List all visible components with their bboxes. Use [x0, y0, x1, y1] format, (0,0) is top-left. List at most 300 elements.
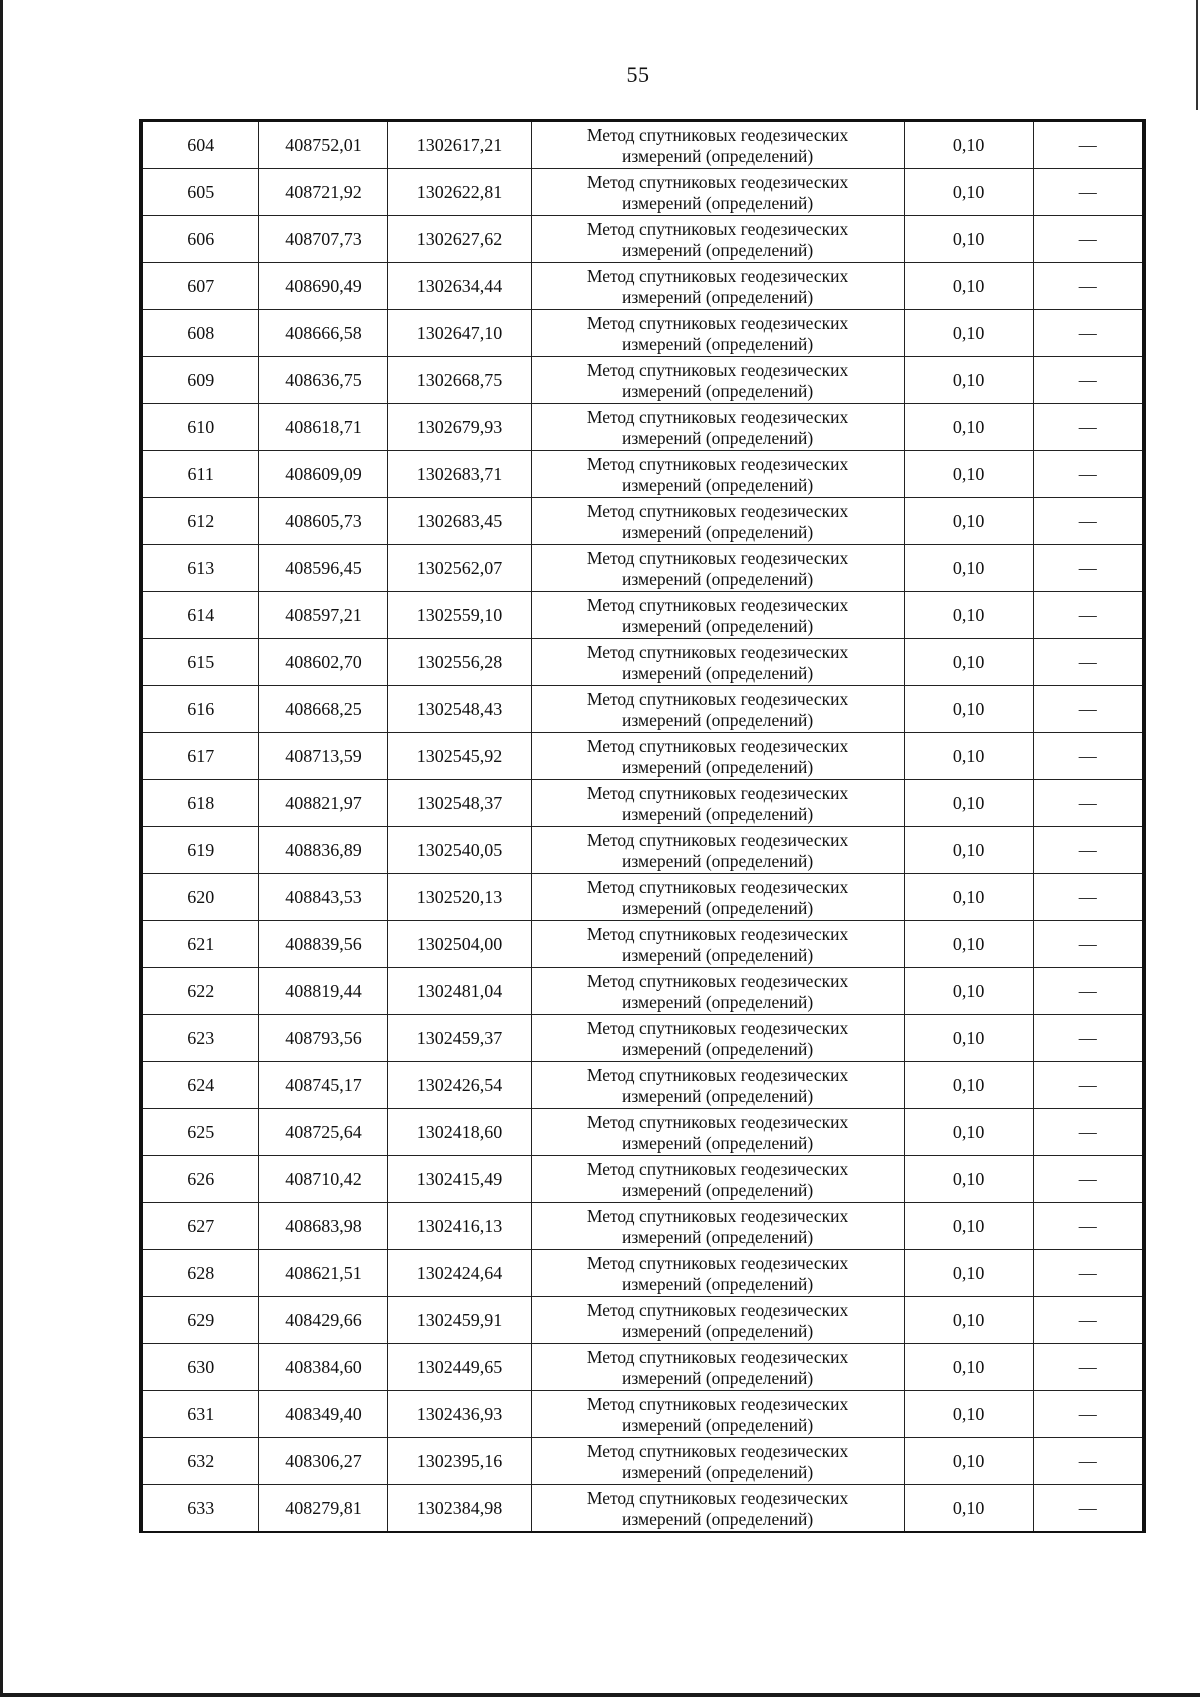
- method-cell: [531, 639, 904, 686]
- x-coordinate-cell: 408793,56: [259, 1015, 388, 1062]
- y-coordinate-cell: 1302647,10: [388, 310, 531, 357]
- y-coordinate-cell: 1302540,05: [388, 827, 531, 874]
- y-coordinate-cell: 1302622,81: [388, 169, 531, 216]
- accuracy-cell: 0,10: [904, 357, 1033, 404]
- y-coordinate-cell: 1302634,44: [388, 263, 531, 310]
- method-line-2: измерений (определений): [621, 145, 814, 166]
- note-cell: [1033, 545, 1142, 592]
- method-line-2: измерений (определений): [621, 662, 814, 683]
- method-line-1: Метод спутниковых геодезических: [586, 782, 849, 803]
- method-line-2: измерений (определений): [621, 1132, 814, 1153]
- x-coordinate-cell: 408597,21: [259, 592, 388, 639]
- method-cell: [531, 263, 904, 310]
- point-number-cell: 629: [143, 1297, 259, 1344]
- method-line-2: измерений (определений): [621, 1226, 814, 1247]
- dash-mark: —: [1078, 699, 1097, 719]
- table-row: [143, 1391, 1142, 1438]
- table-row: [143, 357, 1142, 404]
- method-line-1: Метод спутниковых геодезических: [586, 218, 849, 239]
- method-cell: [531, 357, 904, 404]
- point-number-cell: 628: [143, 1250, 259, 1297]
- accuracy-cell: 0,10: [904, 1015, 1033, 1062]
- point-number-cell: 616: [143, 686, 259, 733]
- y-coordinate-cell: 1302504,00: [388, 921, 531, 968]
- accuracy-cell: 0,10: [904, 686, 1033, 733]
- method-cell: [531, 921, 904, 968]
- note-cell: [1033, 1156, 1142, 1203]
- note-cell: [1033, 874, 1142, 921]
- point-number-cell: 620: [143, 874, 259, 921]
- dash-mark: —: [1078, 1263, 1097, 1283]
- method-line-2: измерений (определений): [621, 568, 814, 589]
- method-line-1: Метод спутниковых геодезических: [586, 735, 849, 756]
- x-coordinate-cell: 408279,81: [259, 1485, 388, 1532]
- dash-mark: —: [1078, 605, 1097, 625]
- dash-mark: —: [1078, 793, 1097, 813]
- x-coordinate-cell: 408666,58: [259, 310, 388, 357]
- x-coordinate-cell: 408683,98: [259, 1203, 388, 1250]
- method-cell: [531, 451, 904, 498]
- point-number-cell: 612: [143, 498, 259, 545]
- note-cell: [1033, 498, 1142, 545]
- table-row: [143, 733, 1142, 780]
- table-row: [143, 545, 1142, 592]
- method-line-2: измерений (определений): [621, 1320, 814, 1341]
- method-line-1: Метод спутниковых геодезических: [586, 312, 849, 333]
- method-line-2: измерений (определений): [621, 380, 814, 401]
- note-cell: [1033, 639, 1142, 686]
- method-cell: [531, 1109, 904, 1156]
- note-cell: [1033, 451, 1142, 498]
- y-coordinate-cell: 1302556,28: [388, 639, 531, 686]
- y-coordinate-cell: 1302384,98: [388, 1485, 531, 1532]
- method-line-2: измерений (определений): [621, 991, 814, 1012]
- method-cell: [531, 1438, 904, 1485]
- point-number-cell: 608: [143, 310, 259, 357]
- method-cell: [531, 780, 904, 827]
- y-coordinate-cell: 1302416,13: [388, 1203, 531, 1250]
- note-cell: [1033, 686, 1142, 733]
- point-number-cell: 624: [143, 1062, 259, 1109]
- table-row: [143, 451, 1142, 498]
- accuracy-cell: 0,10: [904, 639, 1033, 686]
- x-coordinate-cell: 408306,27: [259, 1438, 388, 1485]
- point-number-cell: 622: [143, 968, 259, 1015]
- method-cell: [531, 1297, 904, 1344]
- x-coordinate-cell: 408819,44: [259, 968, 388, 1015]
- x-coordinate-cell: 408668,25: [259, 686, 388, 733]
- table-row: [143, 169, 1142, 216]
- note-cell: [1033, 1015, 1142, 1062]
- x-coordinate-cell: 408821,97: [259, 780, 388, 827]
- y-coordinate-cell: 1302426,54: [388, 1062, 531, 1109]
- method-cell: [531, 686, 904, 733]
- table-row: [143, 1250, 1142, 1297]
- x-coordinate-cell: 408349,40: [259, 1391, 388, 1438]
- method-line-1: Метод спутниковых геодезических: [586, 500, 849, 521]
- dash-mark: —: [1078, 1216, 1097, 1236]
- y-coordinate-cell: 1302424,64: [388, 1250, 531, 1297]
- method-cell: [531, 310, 904, 357]
- note-cell: [1033, 1203, 1142, 1250]
- accuracy-cell: 0,10: [904, 874, 1033, 921]
- table-row: [143, 1297, 1142, 1344]
- x-coordinate-cell: 408725,64: [259, 1109, 388, 1156]
- method-line-2: измерений (определений): [621, 333, 814, 354]
- dash-mark: —: [1078, 1169, 1097, 1189]
- point-number-cell: 630: [143, 1344, 259, 1391]
- note-cell: [1033, 733, 1142, 780]
- x-coordinate-cell: 408752,01: [259, 122, 388, 169]
- x-coordinate-cell: 408690,49: [259, 263, 388, 310]
- table-row: [143, 1344, 1142, 1391]
- note-cell: [1033, 1062, 1142, 1109]
- method-line-1: Метод спутниковых геодезических: [586, 1440, 849, 1461]
- note-cell: [1033, 263, 1142, 310]
- dash-mark: —: [1078, 1404, 1097, 1424]
- method-line-1: Метод спутниковых геодезических: [586, 641, 849, 662]
- method-line-2: измерений (определений): [621, 1038, 814, 1059]
- accuracy-cell: 0,10: [904, 1203, 1033, 1250]
- method-line-1: Метод спутниковых геодезических: [586, 1111, 849, 1132]
- table-row: [143, 216, 1142, 263]
- table-row: [143, 404, 1142, 451]
- dash-mark: —: [1078, 746, 1097, 766]
- note-cell: [1033, 1485, 1142, 1532]
- accuracy-cell: 0,10: [904, 733, 1033, 780]
- method-line-2: измерений (определений): [621, 1461, 814, 1482]
- y-coordinate-cell: 1302683,71: [388, 451, 531, 498]
- point-number-cell: 621: [143, 921, 259, 968]
- method-line-1: Метод спутниковых геодезических: [586, 547, 849, 568]
- x-coordinate-cell: 408429,66: [259, 1297, 388, 1344]
- point-number-cell: 618: [143, 780, 259, 827]
- accuracy-cell: 0,10: [904, 1485, 1033, 1532]
- note-cell: [1033, 1250, 1142, 1297]
- table-row: [143, 1015, 1142, 1062]
- dash-mark: —: [1078, 1310, 1097, 1330]
- y-coordinate-cell: 1302418,60: [388, 1109, 531, 1156]
- note-cell: [1033, 968, 1142, 1015]
- accuracy-cell: 0,10: [904, 827, 1033, 874]
- x-coordinate-cell: 408636,75: [259, 357, 388, 404]
- method-line-1: Метод спутниковых геодезических: [586, 688, 849, 709]
- table-row: [143, 921, 1142, 968]
- method-cell: [531, 1485, 904, 1532]
- table-row: [143, 263, 1142, 310]
- method-line-2: измерений (определений): [621, 850, 814, 871]
- accuracy-cell: 0,10: [904, 1062, 1033, 1109]
- y-coordinate-cell: 1302548,43: [388, 686, 531, 733]
- dash-mark: —: [1078, 511, 1097, 531]
- point-number-cell: 610: [143, 404, 259, 451]
- method-line-1: Метод спутниковых геодезических: [586, 359, 849, 380]
- method-line-1: Метод спутниковых геодезических: [586, 171, 849, 192]
- method-line-1: Метод спутниковых геодезических: [586, 453, 849, 474]
- dash-mark: —: [1078, 276, 1097, 296]
- method-line-1: Метод спутниковых геодезических: [586, 1064, 849, 1085]
- accuracy-cell: 0,10: [904, 592, 1033, 639]
- method-cell: [531, 404, 904, 451]
- note-cell: [1033, 404, 1142, 451]
- table-row: [143, 1156, 1142, 1203]
- method-cell: [531, 498, 904, 545]
- x-coordinate-cell: 408609,09: [259, 451, 388, 498]
- accuracy-cell: 0,10: [904, 921, 1033, 968]
- method-line-2: измерений (определений): [621, 1367, 814, 1388]
- method-line-1: Метод спутниковых геодезических: [586, 1299, 849, 1320]
- note-cell: [1033, 1438, 1142, 1485]
- table-row: [143, 874, 1142, 921]
- accuracy-cell: 0,10: [904, 968, 1033, 1015]
- dash-mark: —: [1078, 558, 1097, 578]
- method-line-1: Метод спутниковых геодезических: [586, 594, 849, 615]
- method-cell: [531, 1015, 904, 1062]
- method-line-1: Метод спутниковых геодезических: [586, 1017, 849, 1038]
- method-cell: [531, 1344, 904, 1391]
- table-row: [143, 780, 1142, 827]
- x-coordinate-cell: 408621,51: [259, 1250, 388, 1297]
- dash-mark: —: [1078, 135, 1097, 155]
- method-cell: [531, 122, 904, 169]
- table-row: [143, 498, 1142, 545]
- method-line-1: Метод спутниковых геодезических: [586, 829, 849, 850]
- method-cell: [531, 592, 904, 639]
- accuracy-cell: 0,10: [904, 169, 1033, 216]
- table-row: [143, 1109, 1142, 1156]
- table-row: [143, 639, 1142, 686]
- point-number-cell: 623: [143, 1015, 259, 1062]
- method-cell: [531, 1062, 904, 1109]
- dash-mark: —: [1078, 417, 1097, 437]
- accuracy-cell: 0,10: [904, 310, 1033, 357]
- table-row: [143, 1062, 1142, 1109]
- method-line-1: Метод спутниковых геодезических: [586, 1252, 849, 1273]
- dash-mark: —: [1078, 1498, 1097, 1518]
- method-line-2: измерений (определений): [621, 1085, 814, 1106]
- note-cell: [1033, 169, 1142, 216]
- y-coordinate-cell: 1302679,93: [388, 404, 531, 451]
- point-number-cell: 632: [143, 1438, 259, 1485]
- note-cell: [1033, 1344, 1142, 1391]
- method-line-2: измерений (определений): [621, 897, 814, 918]
- note-cell: [1033, 357, 1142, 404]
- y-coordinate-cell: 1302459,91: [388, 1297, 531, 1344]
- method-cell: [531, 1203, 904, 1250]
- y-coordinate-cell: 1302559,10: [388, 592, 531, 639]
- method-line-2: измерений (определений): [621, 1273, 814, 1294]
- point-number-cell: 613: [143, 545, 259, 592]
- x-coordinate-cell: 408596,45: [259, 545, 388, 592]
- method-line-2: измерений (определений): [621, 803, 814, 824]
- point-number-cell: 617: [143, 733, 259, 780]
- method-line-1: Метод спутниковых геодезических: [586, 923, 849, 944]
- note-cell: [1033, 1391, 1142, 1438]
- y-coordinate-cell: 1302520,13: [388, 874, 531, 921]
- accuracy-cell: 0,10: [904, 1156, 1033, 1203]
- accuracy-cell: 0,10: [904, 1391, 1033, 1438]
- scan-border-left: [0, 0, 3, 1697]
- note-cell: [1033, 310, 1142, 357]
- x-coordinate-cell: 408843,53: [259, 874, 388, 921]
- coordinates-table: [139, 119, 1146, 1533]
- point-number-cell: 605: [143, 169, 259, 216]
- table-row: [143, 1485, 1142, 1532]
- dash-mark: —: [1078, 370, 1097, 390]
- accuracy-cell: 0,10: [904, 451, 1033, 498]
- dash-mark: —: [1078, 323, 1097, 343]
- method-line-2: измерений (определений): [621, 944, 814, 965]
- point-number-cell: 604: [143, 122, 259, 169]
- dash-mark: —: [1078, 1122, 1097, 1142]
- y-coordinate-cell: 1302548,37: [388, 780, 531, 827]
- accuracy-cell: 0,10: [904, 1109, 1033, 1156]
- y-coordinate-cell: 1302459,37: [388, 1015, 531, 1062]
- point-number-cell: 626: [143, 1156, 259, 1203]
- method-line-1: Метод спутниковых геодезических: [586, 1346, 849, 1367]
- point-number-cell: 609: [143, 357, 259, 404]
- y-coordinate-cell: 1302449,65: [388, 1344, 531, 1391]
- accuracy-cell: 0,10: [904, 216, 1033, 263]
- accuracy-cell: 0,10: [904, 1297, 1033, 1344]
- method-line-2: измерений (определений): [621, 239, 814, 260]
- method-line-1: Метод спутниковых геодезических: [586, 1158, 849, 1179]
- accuracy-cell: 0,10: [904, 122, 1033, 169]
- method-line-1: Метод спутниковых геодезических: [586, 1487, 849, 1508]
- dash-mark: —: [1078, 652, 1097, 672]
- dash-mark: —: [1078, 229, 1097, 249]
- x-coordinate-cell: 408721,92: [259, 169, 388, 216]
- x-coordinate-cell: 408839,56: [259, 921, 388, 968]
- table-row: [143, 122, 1142, 169]
- point-number-cell: 614: [143, 592, 259, 639]
- method-line-1: Метод спутниковых геодезических: [586, 124, 849, 145]
- y-coordinate-cell: 1302481,04: [388, 968, 531, 1015]
- accuracy-cell: 0,10: [904, 263, 1033, 310]
- note-cell: [1033, 921, 1142, 968]
- method-cell: [531, 1250, 904, 1297]
- point-number-cell: 627: [143, 1203, 259, 1250]
- method-line-2: измерений (определений): [621, 756, 814, 777]
- point-number-cell: 625: [143, 1109, 259, 1156]
- method-line-1: Метод спутниковых геодезических: [586, 1205, 849, 1226]
- dash-mark: —: [1078, 1357, 1097, 1377]
- method-line-1: Метод спутниковых геодезических: [586, 1393, 849, 1414]
- x-coordinate-cell: 408618,71: [259, 404, 388, 451]
- method-line-2: измерений (определений): [621, 286, 814, 307]
- dash-mark: —: [1078, 840, 1097, 860]
- accuracy-cell: 0,10: [904, 498, 1033, 545]
- dash-mark: —: [1078, 981, 1097, 1001]
- point-number-cell: 631: [143, 1391, 259, 1438]
- method-line-2: измерений (определений): [621, 521, 814, 542]
- accuracy-cell: 0,10: [904, 1438, 1033, 1485]
- method-cell: [531, 545, 904, 592]
- dash-mark: —: [1078, 182, 1097, 202]
- note-cell: [1033, 592, 1142, 639]
- method-line-2: измерений (определений): [621, 192, 814, 213]
- x-coordinate-cell: 408713,59: [259, 733, 388, 780]
- method-cell: [531, 733, 904, 780]
- method-cell: [531, 169, 904, 216]
- scan-border-right: [1196, 0, 1198, 110]
- dash-mark: —: [1078, 1075, 1097, 1095]
- dash-mark: —: [1078, 887, 1097, 907]
- dash-mark: —: [1078, 1451, 1097, 1471]
- note-cell: [1033, 122, 1142, 169]
- table-row: [143, 1203, 1142, 1250]
- accuracy-cell: 0,10: [904, 1250, 1033, 1297]
- x-coordinate-cell: 408605,73: [259, 498, 388, 545]
- point-number-cell: 615: [143, 639, 259, 686]
- point-number-cell: 633: [143, 1485, 259, 1532]
- page-number: 55: [626, 62, 650, 87]
- y-coordinate-cell: 1302436,93: [388, 1391, 531, 1438]
- table-row: [143, 968, 1142, 1015]
- y-coordinate-cell: 1302415,49: [388, 1156, 531, 1203]
- x-coordinate-cell: 408710,42: [259, 1156, 388, 1203]
- accuracy-cell: 0,10: [904, 404, 1033, 451]
- accuracy-cell: 0,10: [904, 1344, 1033, 1391]
- method-line-1: Метод спутниковых геодезических: [586, 406, 849, 427]
- table-row: [143, 686, 1142, 733]
- method-cell: [531, 874, 904, 921]
- table-body: [143, 122, 1142, 1531]
- y-coordinate-cell: 1302617,21: [388, 122, 531, 169]
- dash-mark: —: [1078, 1028, 1097, 1048]
- point-number-cell: 611: [143, 451, 259, 498]
- note-cell: [1033, 1297, 1142, 1344]
- accuracy-cell: 0,10: [904, 780, 1033, 827]
- x-coordinate-cell: 408384,60: [259, 1344, 388, 1391]
- point-number-cell: 606: [143, 216, 259, 263]
- y-coordinate-cell: 1302668,75: [388, 357, 531, 404]
- dash-mark: —: [1078, 934, 1097, 954]
- note-cell: [1033, 1109, 1142, 1156]
- x-coordinate-cell: 408836,89: [259, 827, 388, 874]
- x-coordinate-cell: 408602,70: [259, 639, 388, 686]
- y-coordinate-cell: 1302545,92: [388, 733, 531, 780]
- method-cell: [531, 1156, 904, 1203]
- y-coordinate-cell: 1302683,45: [388, 498, 531, 545]
- method-cell: [531, 1391, 904, 1438]
- table-row: [143, 1438, 1142, 1485]
- method-line-2: измерений (определений): [621, 1508, 814, 1529]
- point-number-cell: 607: [143, 263, 259, 310]
- point-number-cell: 619: [143, 827, 259, 874]
- y-coordinate-cell: 1302627,62: [388, 216, 531, 263]
- method-line-2: измерений (определений): [621, 1414, 814, 1435]
- note-cell: [1033, 780, 1142, 827]
- method-line-2: измерений (определений): [621, 427, 814, 448]
- x-coordinate-cell: 408707,73: [259, 216, 388, 263]
- note-cell: [1033, 827, 1142, 874]
- method-cell: [531, 827, 904, 874]
- method-line-1: Метод спутниковых геодезических: [586, 970, 849, 991]
- method-line-2: измерений (определений): [621, 474, 814, 495]
- table-row: [143, 827, 1142, 874]
- method-line-2: измерений (определений): [621, 709, 814, 730]
- method-line-1: Метод спутниковых геодезических: [586, 876, 849, 897]
- dash-mark: —: [1078, 464, 1097, 484]
- y-coordinate-cell: 1302562,07: [388, 545, 531, 592]
- method-cell: [531, 968, 904, 1015]
- accuracy-cell: 0,10: [904, 545, 1033, 592]
- method-line-2: измерений (определений): [621, 1179, 814, 1200]
- scan-border-bottom: [0, 1693, 1200, 1697]
- table-row: [143, 310, 1142, 357]
- y-coordinate-cell: 1302395,16: [388, 1438, 531, 1485]
